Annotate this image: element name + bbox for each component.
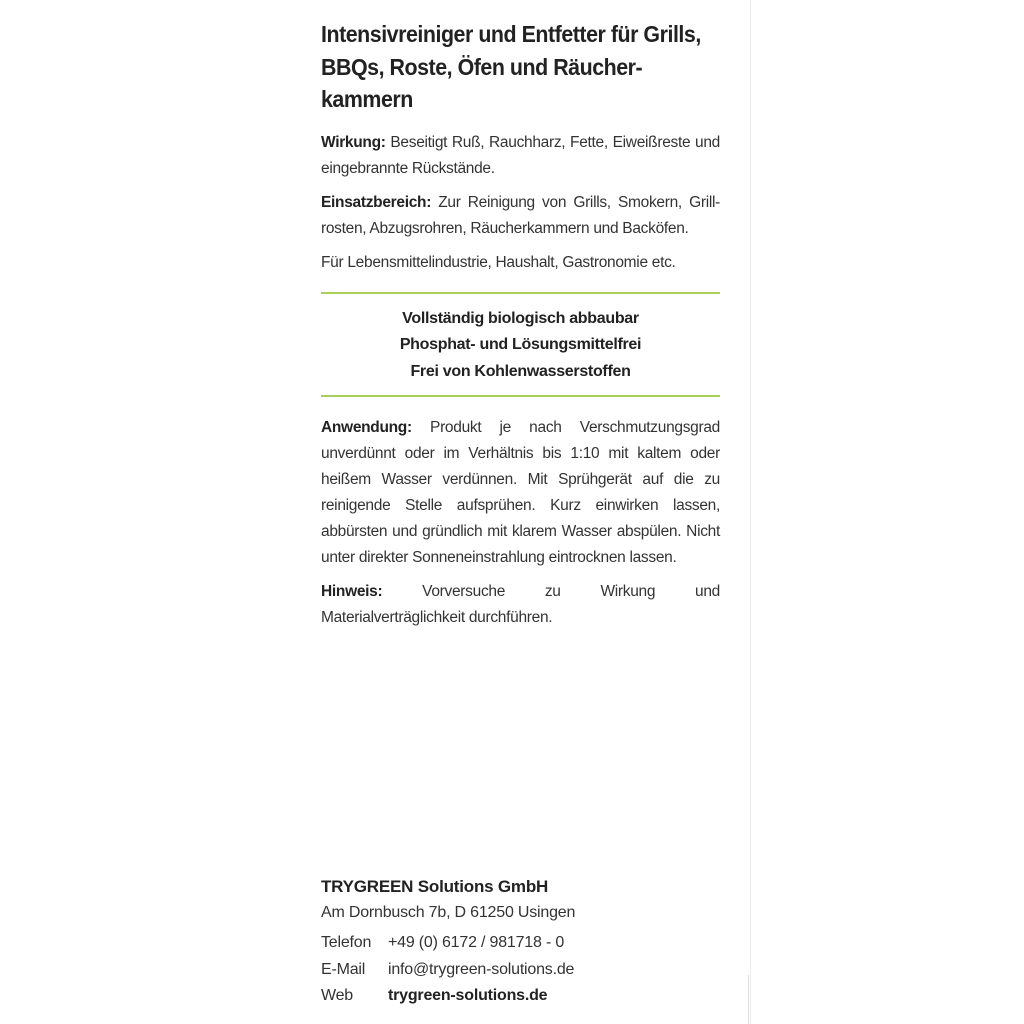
phone-label: Telefon — [321, 934, 372, 951]
company-name: TRYGREEN Solutions GmbH — [321, 877, 549, 896]
wirkung-paragraph — [321, 130, 720, 182]
feature-list — [321, 294, 720, 396]
divider-bottom — [321, 395, 720, 397]
einsatzbereich-text: Zur Reinigung von Grills, Smokern, Grill-rosten, Abzugsrohren, Räucherkammern und Backöfen. — [321, 193, 721, 237]
feature-item: Phosphat- und Lösungsmittelfrei — [399, 336, 642, 353]
phone-number: +49 (0) 6172 / 981718 - 0 — [388, 934, 565, 951]
feature-item: Frei von Kohlenwasserstoffen — [410, 362, 631, 380]
anwendung-text: Produkt je nach Verschmutzungsgrad unverdünnt oder im Verhältnis bis 1:10 mit kaltem oder heißem Wasser verdünnen. Mit Sprühgerät auf die zu reinigende Stelle aufsprühen. Kurz einwirken lassen, abbürsten und gründlich mit klarem Wasser abspülen. Nicht unter direkter Sonneneinstrahlung eintrocknen lassen. — [321, 419, 720, 566]
web-label: Web — [321, 987, 354, 1004]
phone-row — [321, 930, 721, 957]
hinweis-text: Vorversuche zu Wirkung und Materialverträglichkeit durchführen. — [321, 583, 720, 626]
email-row — [321, 957, 721, 984]
instructions-section — [321, 415, 720, 631]
einsatzbereich-label: Einsatzbereich: — [321, 193, 432, 211]
einsatzbereich-paragraph — [321, 190, 720, 242]
feature-item: Vollständig biologisch abbaubar — [402, 309, 639, 327]
usage-note: Für Lebensmittelindustrie, Haushalt, Gastronomie etc. — [321, 253, 676, 271]
hinweis-paragraph — [321, 579, 720, 631]
website-link: trygreen-solutions.de — [388, 987, 548, 1004]
company-footer — [321, 874, 721, 1010]
product-description — [321, 18, 720, 639]
web-row — [321, 983, 721, 1010]
hinweis-label: Hinweis: — [321, 583, 383, 600]
product-title: Intensivreiniger und Entfetter für Grills, BBQs, Roste, Öfen und Räucher-kammern — [321, 21, 701, 112]
email-label: E-Mail — [321, 960, 366, 978]
wirkung-text: Beseitigt Ruß, Rauchharz, Fette, Eiweißreste und eingebrannte Rückstände. — [321, 133, 721, 177]
anwendung-paragraph — [321, 415, 720, 571]
anwendung-label: Anwendung: — [321, 419, 412, 436]
page-edge-line-bottom — [748, 975, 749, 1024]
company-address: Am Dornbusch 7b, D 61250 Usingen — [321, 904, 576, 921]
email-address: info@trygreen-solutions.de — [388, 960, 575, 978]
wirkung-label: Wirkung: — [321, 133, 386, 151]
page-edge-line — [750, 0, 751, 1024]
